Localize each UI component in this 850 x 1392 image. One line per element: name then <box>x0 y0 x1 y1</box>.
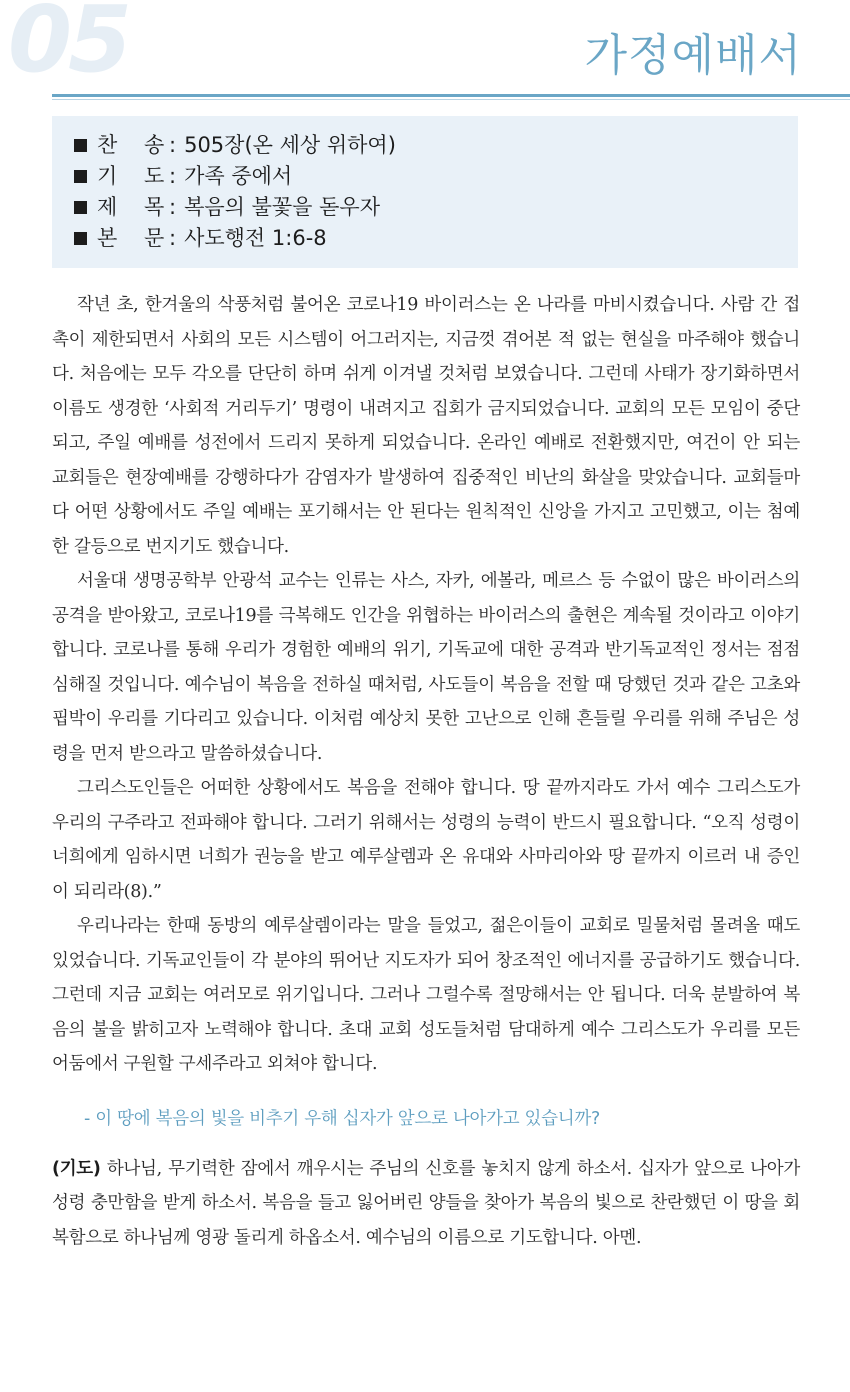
chapter-title: 가정예배서 <box>584 30 802 81</box>
square-bullet-icon <box>74 139 87 152</box>
info-row-scripture <box>74 223 798 254</box>
sermon-paragraph: 서울대 생명공학부 안광석 교수는 인류는 사스, 자카, 에볼라, 메르스 등 수없이 많은 바이러스의 공격을 받아왔고, 코로나19를 극복해도 인간을 위협하는 바이러스의 출현은 계속될 것이라고 이야기합니다. 코로나를 통해 우리가 경험한 예배의 위기, 기독교에 대한 공격과 반기독교적인 정서는 점점 심해질 것입니다. 예수님이 복음을 전하실 때처럼, 사도들이 복음을 전할 때 당했던 것과 같은 고초와 핍박이 우리를 기다리고 있습니다. 이처럼 예상치 못한 고난으로 인해 흔들릴 우리를 위해 주님은 성령을 먼저 받으라고 말씀하셨습니다. <box>52 571 800 764</box>
chapter-number: 05 <box>8 0 129 93</box>
info-value: 가족 중에서 <box>184 164 293 188</box>
sermon-body <box>52 288 800 1255</box>
worship-info-box <box>52 116 798 268</box>
info-value: 사도행전 1:6-8 <box>184 226 327 250</box>
info-label: 기 도 <box>97 164 165 188</box>
header-rule <box>52 94 850 97</box>
info-row-title <box>74 192 798 223</box>
closing-prayer <box>52 1152 800 1256</box>
prayer-text: 하나님, 무기력한 잠에서 깨우시는 주님의 신호를 놓치지 않게 하소서. 십자가 앞으로 나아가 성령 충만함을 받게 하소서. 복음을 들고 잃어버린 양들을 찾아가 복음의 빛으로 찬란했던 이 땅을 회복함으로 하나님께 영광 돌리게 하옵소서. 예수님의 이름으로 기도합니다. 아멘. <box>52 1158 800 1248</box>
info-label: 제 목 <box>97 195 165 219</box>
header-rule-thin <box>52 99 850 100</box>
square-bullet-icon <box>74 170 87 183</box>
info-row-hymn <box>74 130 798 161</box>
reflection-question: - 이 땅에 복음의 빛을 비추기 우해 십자가 앞으로 나아가고 있습니까? <box>84 1108 600 1129</box>
sermon-paragraph: 우리나라는 한때 동방의 예루살렘이라는 말을 들었고, 젊은이들이 교회로 밀물처럼 몰려올 때도 있었습니다. 기독교인들이 각 분야의 뛰어난 지도자가 되어 창조적인 에너지를 공급하기도 했습니다. 그런데 지금 교회는 여러모로 위기입니다. 그러나 그럴수록 절망해서는 안 됩니다. 더욱 분발하여 복음의 불을 밝히고자 노력해야 합니다. 초대 교회 성도들처럼 담대하게 예수 그리스도가 우리를 모든 어둠에서 구원할 구세주라고 외쳐야 합니다. <box>52 916 800 1074</box>
info-colon: : <box>169 226 177 250</box>
info-colon: : <box>169 133 177 157</box>
info-colon: : <box>169 164 177 188</box>
sermon-paragraph: 그리스도인들은 어떠한 상황에서도 복음을 전해야 합니다. 땅 끝까지라도 가서 예수 그리스도가 우리의 구주라고 전파해야 합니다. 그러기 위해서는 성령의 능력이 반드시 필요합니다. “오직 성령이 너희에게 임하시면 너희가 권능을 받고 예루살렘과 온 유대와 사마리아와 땅 끝까지 이르러 내 증인이 되리라(8).” <box>52 778 800 902</box>
square-bullet-icon <box>74 232 87 245</box>
square-bullet-icon <box>74 201 87 214</box>
info-value: 복음의 불꽃을 돋우자 <box>184 195 381 219</box>
prayer-label: (기도) <box>52 1158 101 1179</box>
sermon-paragraph: 작년 초, 한겨울의 삭풍처럼 불어온 코로나19 바이러스는 온 나라를 마비시켰습니다. 사람 간 접촉이 제한되면서 사회의 모든 시스템이 어그러지는, 지금껏 겪어본 적 없는 현실을 마주해야 했습니다. 처음에는 모두 각오를 단단히 하며 쉬게 이겨낼 것처럼 보였습니다. 그런데 사태가 장기화하면서 이름도 생경한 ‘사회적 거리두기’ 명령이 내려지고 집회가 금지되었습니다. 교회의 모든 모임이 중단되고, 주일 예배를 성전에서 드리지 못하게 되었습니다. 온라인 예배로 전환했지만, 여건이 안 되는 교회들은 현장예배를 강행하다가 감염자가 발생하여 집중적인 비난의 화살을 맞았습니다. 교회들마다 어떤 상황에서도 주일 예배는 포기해서는 안 된다는 원칙적인 신앙을 가지고 고민했고, 이는 첨예한 갈등으로 번지기도 했습니다. <box>52 295 800 557</box>
info-colon: : <box>169 195 177 219</box>
info-label: 본 문 <box>97 226 165 250</box>
info-value: 505장(온 세상 위하여) <box>184 133 396 157</box>
info-label: 찬 송 <box>97 133 165 157</box>
info-row-prayer <box>74 161 798 192</box>
page-header <box>0 0 850 100</box>
